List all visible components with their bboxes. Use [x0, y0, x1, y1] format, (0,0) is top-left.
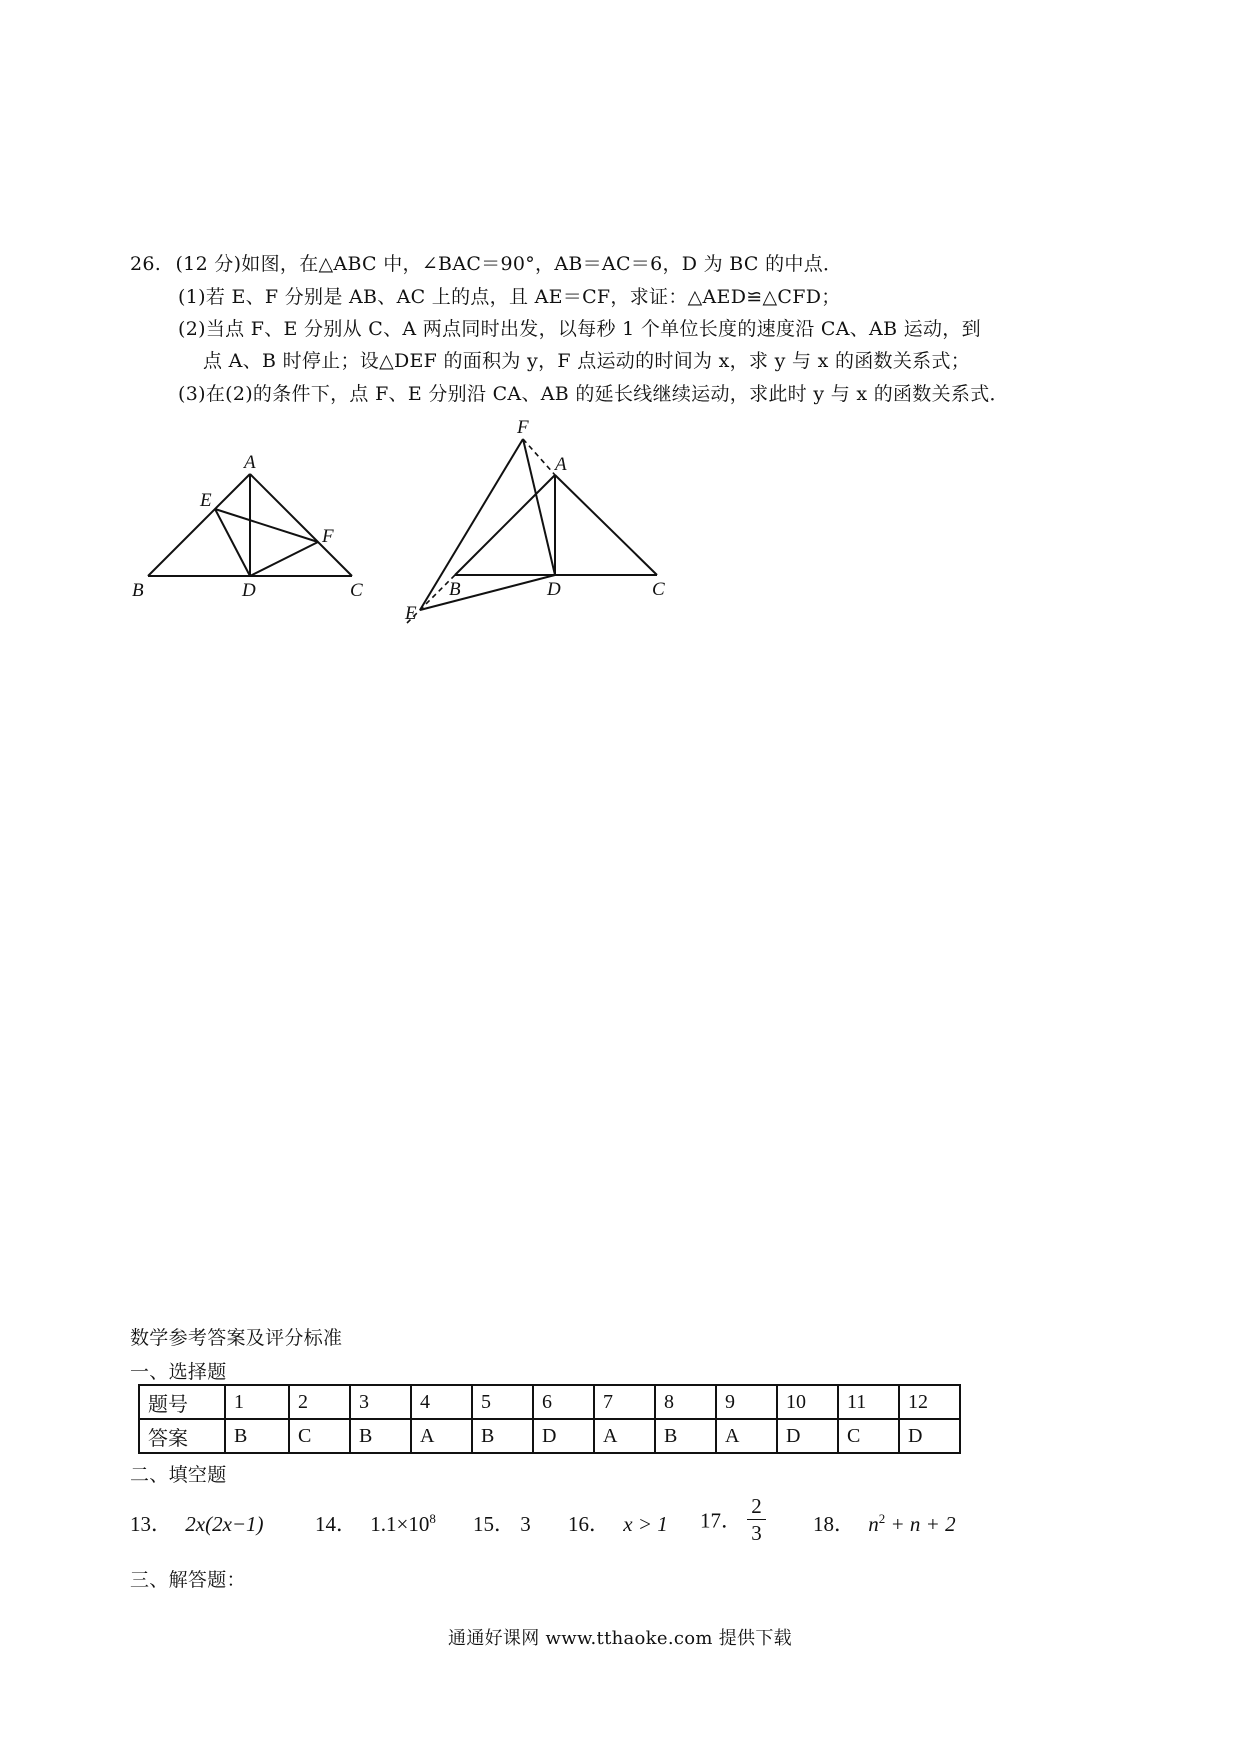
fill-answer: 3 — [520, 1512, 531, 1536]
table-cell: 7 — [594, 1385, 655, 1419]
fill-answer-rest: + n + 2 — [885, 1512, 956, 1536]
footer: 通通好课网 www.tthaoke.com 提供下载 — [448, 1628, 792, 1649]
section-choice: 一、选择题 — [130, 1361, 227, 1383]
table-cell: B — [655, 1419, 716, 1453]
problem-part-2-line-1: (2)当点 F、E 分别从 C、A 两点同时出发，以每秒 1 个单位长度的速度沿 CA、AB 运动，到 — [178, 318, 981, 340]
label-e: E — [200, 490, 212, 511]
fill-number: 15． — [473, 1512, 515, 1536]
table-cell: C — [838, 1419, 899, 1453]
table-cell: 12 — [899, 1385, 960, 1419]
table-cell: 8 — [655, 1385, 716, 1419]
table-cell: 1 — [225, 1385, 289, 1419]
fill-15 — [473, 1508, 531, 1538]
label-a: A — [244, 452, 256, 473]
table-cell: 6 — [533, 1385, 594, 1419]
fill-number: 14． — [315, 1512, 357, 1536]
label-d: D — [547, 579, 561, 600]
problem-intro: (12 分)如图，在△ABC 中，∠BAC＝90°，AB＝AC＝6，D 为 BC 的中点． — [175, 253, 843, 275]
table-header-cell: 答案 — [139, 1419, 225, 1453]
label-b: B — [449, 579, 461, 600]
table-cell: B — [350, 1419, 411, 1453]
table-cell: 2 — [289, 1385, 350, 1419]
fill-14 — [315, 1508, 436, 1538]
fill-answer: 1.1×10 — [370, 1512, 430, 1536]
fill-answer-exponent: 8 — [429, 1511, 436, 1526]
segment-fe — [420, 439, 523, 610]
table-cell: 3 — [350, 1385, 411, 1419]
table-cell: D — [899, 1419, 960, 1453]
fill-number: 18． — [813, 1512, 855, 1536]
label-d: D — [242, 580, 256, 601]
fill-answer: 2x(2x−1) — [185, 1512, 264, 1536]
label-f: F — [322, 526, 334, 547]
segment-ab — [148, 474, 250, 576]
figure-1 — [120, 450, 380, 610]
fill-18 — [813, 1508, 956, 1538]
fill-number: 17． — [700, 1508, 742, 1533]
table-header-cell: 题号 — [139, 1385, 225, 1419]
table-row — [139, 1419, 960, 1453]
table-cell: 5 — [472, 1385, 533, 1419]
problem-part-1: (1)若 E、F 分别是 AB、AC 上的点，且 AE＝CF，求证：△AED≌△CFD； — [178, 286, 841, 308]
fill-number: 13． — [130, 1512, 172, 1536]
fill-answer: x > 1 — [623, 1512, 668, 1536]
figure-2 — [395, 415, 685, 635]
label-c: C — [652, 579, 665, 600]
table-cell: B — [472, 1419, 533, 1453]
label-a: A — [555, 454, 567, 475]
segment-df — [250, 542, 318, 576]
table-cell: D — [777, 1419, 838, 1453]
table-row — [139, 1385, 960, 1419]
table-cell: C — [289, 1419, 350, 1453]
fill-17 — [700, 1493, 766, 1546]
segment-ab — [455, 475, 555, 575]
label-c: C — [350, 580, 363, 601]
label-e: E — [405, 603, 417, 624]
segment-ed — [420, 575, 555, 610]
table-cell: A — [716, 1419, 777, 1453]
fraction — [747, 1493, 766, 1546]
section-fill: 二、填空题 — [130, 1464, 227, 1486]
fill-answer: n — [868, 1512, 879, 1536]
fill-13 — [130, 1508, 264, 1538]
problem-part-3: (3)在(2)的条件下，点 F、E 分别沿 CA、AB 的延长线继续运动，求此时 y 与 x 的函数关系式． — [178, 383, 1009, 405]
answers-title: 数学参考答案及评分标准 — [130, 1327, 343, 1349]
table-cell: 4 — [411, 1385, 472, 1419]
table-cell: D — [533, 1419, 594, 1453]
answer-table — [138, 1384, 961, 1454]
fill-answer-exponent: 2 — [878, 1511, 886, 1526]
fill-number: 16． — [568, 1512, 610, 1536]
label-f: F — [517, 417, 529, 438]
table-cell: B — [225, 1419, 289, 1453]
fill-16 — [568, 1508, 668, 1538]
problem-number: 26. — [130, 253, 162, 275]
table-cell: 10 — [777, 1385, 838, 1419]
segment-ac — [555, 475, 657, 575]
label-b: B — [132, 580, 144, 601]
fraction-numerator: 2 — [747, 1493, 766, 1520]
table-cell: A — [411, 1419, 472, 1453]
segment-fd — [523, 439, 555, 575]
problem-part-2-line-2: 点 A、B 时停止；设△DEF 的面积为 y，F 点运动的时间为 x，求 y 与 x 的函数关系式； — [203, 350, 971, 372]
table-cell: 11 — [838, 1385, 899, 1419]
table-cell: A — [594, 1419, 655, 1453]
table-cell: 9 — [716, 1385, 777, 1419]
section-solutions: 三、解答题： — [130, 1569, 246, 1591]
fraction-denominator: 3 — [751, 1521, 762, 1545]
problem-line-intro — [130, 253, 842, 275]
